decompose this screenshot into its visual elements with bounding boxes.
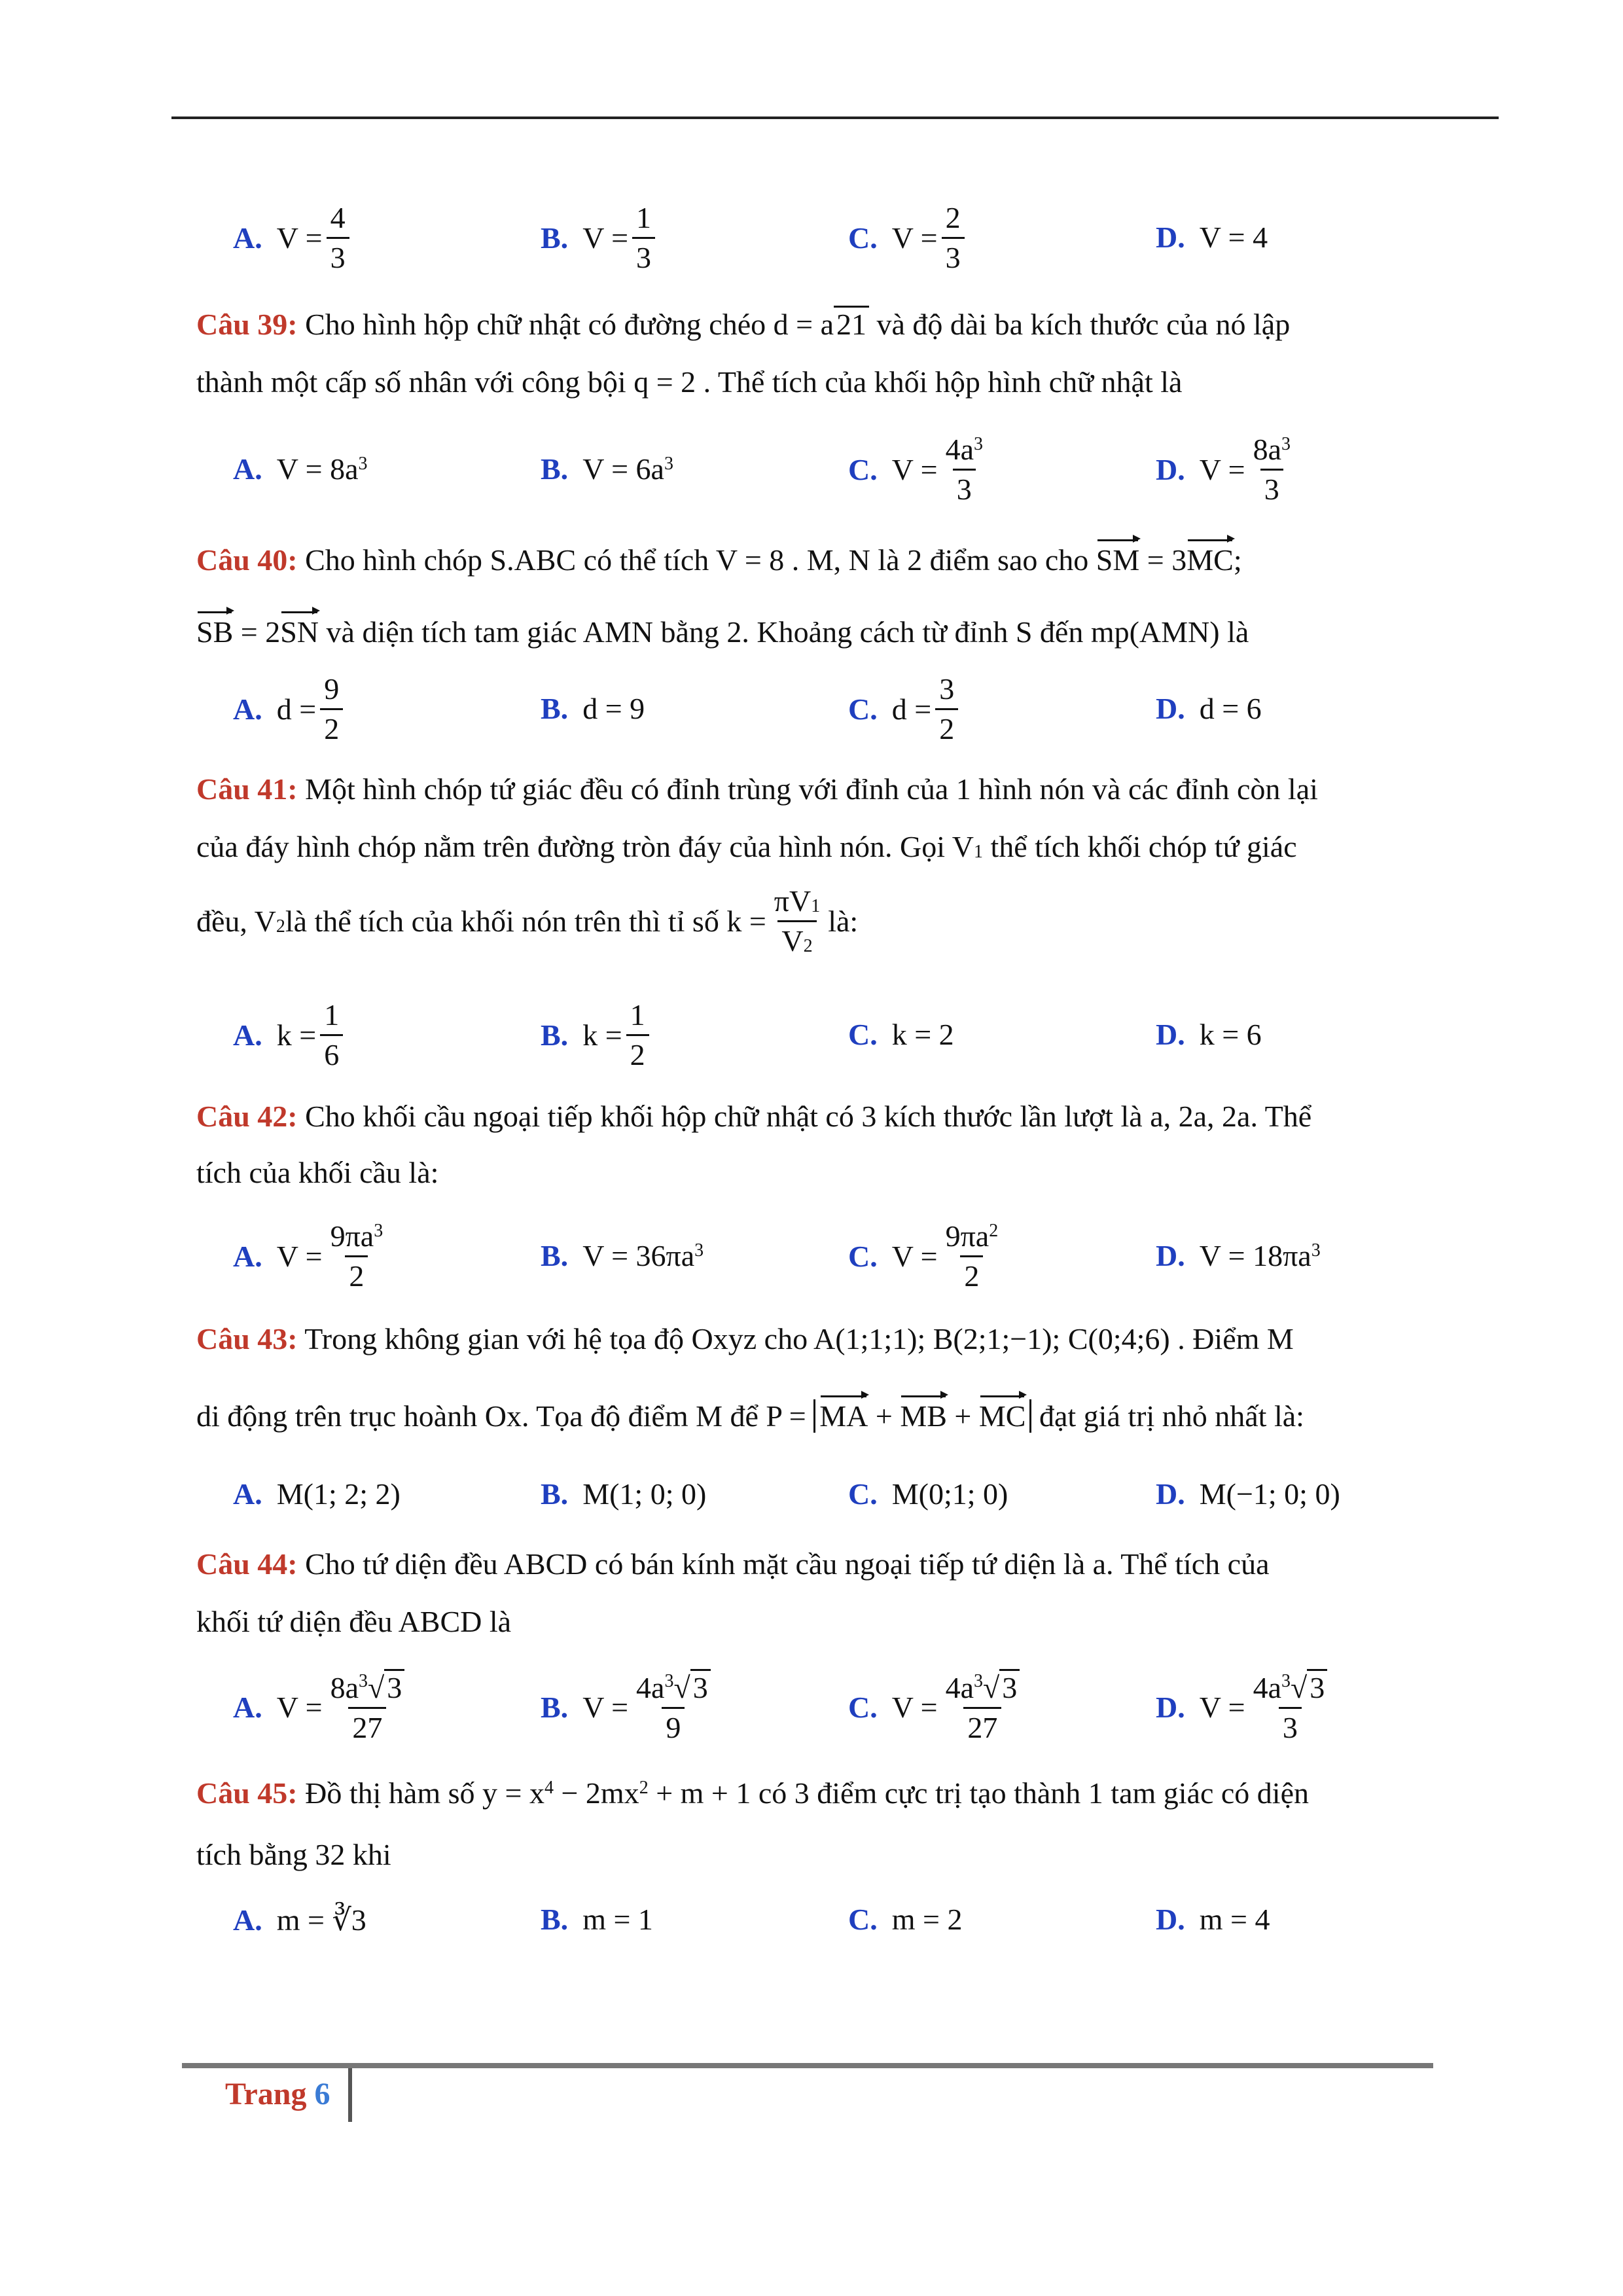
- q44-text-line-1: Câu 44: Cho tứ diện đều ABCD có bán kính mặt cầu ngoại tiếp tứ diện là a. Thể tích của: [196, 1547, 1270, 1581]
- vector-ma: MA: [819, 1397, 868, 1436]
- absolute-value: MA + MB + MC: [813, 1399, 1031, 1433]
- q43-option-c[interactable]: C. M(0;1; 0): [848, 1477, 1008, 1511]
- fraction: $\frac{4a^3√3}{9}$: [632, 1669, 715, 1746]
- q40-option-b[interactable]: B. d = 9: [541, 692, 645, 725]
- sqrt: 21: [834, 306, 869, 341]
- q40-option-a[interactable]: A. d = $\frac{9}{2}$: [233, 672, 347, 747]
- q42-option-b[interactable]: B. V = 36πa 3: [541, 1239, 704, 1272]
- fraction: $\frac{1}{6}$: [320, 997, 343, 1073]
- q38-option-a[interactable]: A. V = $\frac{4}{3}$: [233, 200, 353, 276]
- q39-text-line-2: thành một cấp số nhân với công bội q = 2 . Thể tích của khối hộp hình chữ nhật là: [196, 365, 1183, 399]
- q38-option-b[interactable]: B. V = $\frac{1}{3}$: [541, 200, 659, 276]
- question-number: Câu 41:: [196, 772, 298, 806]
- q42-option-c[interactable]: C. V = $\frac{9\pi a^2}{2}$: [848, 1219, 1006, 1294]
- q38-option-c[interactable]: C. V = $\frac{2}{3}$: [848, 200, 969, 276]
- q41-text-line-1: Câu 41: Một hình chóp tứ giác đều có đỉnh trùng với đỉnh của 1 hình nón và các đỉnh còn lại: [196, 772, 1318, 806]
- q45-option-d[interactable]: D. m = 4: [1156, 1903, 1270, 1936]
- q39-option-d[interactable]: D. V = $\frac{8a^3}{3}$: [1156, 432, 1298, 507]
- fraction: $\frac{9\pi a^2}{2}$: [945, 1219, 999, 1293]
- q40-text-line-1: Câu 40: Cho hình chóp S.ABC có thể tích V = 8 . M, N là 2 điểm sao cho SM = 3MC;: [196, 541, 1242, 580]
- q43-text-line-2: di động trên trục hoành Ox. Tọa độ điểm M để P = MA + MB + MC đạt giá trị nhỏ nhất là:: [196, 1397, 1304, 1436]
- q38-option-d[interactable]: D. V = 4: [1156, 221, 1268, 254]
- fraction: $\frac{4a^3}{3}$: [945, 433, 983, 506]
- fraction: $\frac{9}{2}$: [320, 672, 343, 747]
- q44-option-b[interactable]: B. V = $\frac{4a^3√3}{9}$: [541, 1669, 719, 1746]
- fraction: $\frac{4a^3√3}{27}$: [942, 1669, 1024, 1746]
- question-number: Câu 43:: [196, 1322, 298, 1355]
- q41-option-c[interactable]: C. k = 2: [848, 1018, 954, 1051]
- footer-divider: [348, 2068, 352, 2122]
- fraction: $\frac{9\pi a^3}{2}$: [330, 1219, 383, 1293]
- q41-text-line-3: đều, V 2 là thể tích của khối nón trên thì tỉ số k = $\frac{\pi V1}{V2}$ là:: [196, 884, 859, 958]
- q39-option-c[interactable]: C. V = $\frac{4a^3}{3}$: [848, 432, 991, 507]
- q40-text-line-2: SB = 2SN và diện tích tam giác AMN bằng 2. Khoảng cách từ đỉnh S đến mp(AMN) là: [196, 613, 1249, 652]
- vector-sm: SM: [1096, 541, 1139, 580]
- q39-option-b[interactable]: B. V = 6a 3: [541, 452, 673, 486]
- question-number: Câu 39:: [196, 308, 298, 341]
- fraction: $\frac{4a^3√3}{3}$: [1249, 1669, 1332, 1746]
- vector-sn: SN: [280, 613, 319, 652]
- fraction: $\frac{4}{3}$: [327, 200, 349, 276]
- fraction: $\frac{1}{3}$: [632, 200, 655, 276]
- q42-text-line-1: Câu 42: Cho khối cầu ngoại tiếp khối hộp chữ nhật có 3 kích thước lần lượt là a, 2a, 2a. Thể: [196, 1100, 1312, 1133]
- question-number: Câu 44:: [196, 1547, 298, 1581]
- q39-option-a[interactable]: A. V = 8a 3: [233, 452, 368, 486]
- question-number: Câu 40:: [196, 543, 298, 577]
- q43-option-d[interactable]: D. M(−1; 0; 0): [1156, 1477, 1340, 1511]
- q42-option-d[interactable]: D. V = 18πa 3: [1156, 1239, 1321, 1272]
- fraction: $\frac{2}{3}$: [942, 200, 965, 276]
- q44-option-d[interactable]: D. V = $\frac{4a^3√3}{3}$: [1156, 1669, 1335, 1746]
- q39-text-line-1: Câu 39: Cho hình hộp chữ nhật có đường chéo d = a21 và độ dài ba kích thước của nó lập: [196, 305, 1290, 344]
- q42-option-a[interactable]: A. V = $\frac{9\pi a^3}{2}$: [233, 1219, 391, 1294]
- fraction: $\frac{3}{2}$: [935, 672, 958, 747]
- footer-rule: [182, 2063, 1433, 2068]
- q45-option-c[interactable]: C. m = 2: [848, 1903, 963, 1936]
- q43-option-b[interactable]: B. M(1; 0; 0): [541, 1477, 707, 1511]
- q41-option-d[interactable]: D. k = 6: [1156, 1018, 1262, 1051]
- vector-mb: MB: [900, 1397, 947, 1436]
- fraction: $\frac{\pi V1}{V2}$: [774, 884, 821, 958]
- vector-sb: SB: [196, 613, 233, 652]
- q44-text-line-2: khối tứ diện đều ABCD là: [196, 1605, 512, 1638]
- q41-option-a[interactable]: A. k = $\frac{1}{6}$: [233, 997, 347, 1073]
- header-rule: [171, 117, 1499, 119]
- vector-mc: MC: [1186, 541, 1234, 580]
- question-number: Câu 42:: [196, 1100, 298, 1133]
- q45-text-line-2: tích bằng 32 khi: [196, 1838, 391, 1871]
- fraction: $\frac{8a^3√3}{27}$: [327, 1669, 409, 1746]
- q44-option-c[interactable]: C. V = $\frac{4a^3√3}{27}$: [848, 1669, 1027, 1746]
- q41-text-line-2: của đáy hình chóp nằm trên đường tròn đáy của hình nón. Gọi V1 thể tích khối chóp tứ giác: [196, 830, 1297, 863]
- q44-option-a[interactable]: A. V = $\frac{8a^3√3}{27}$: [233, 1669, 412, 1746]
- q42-text-line-2: tích của khối cầu là:: [196, 1156, 439, 1189]
- q45-option-b[interactable]: B. m = 1: [541, 1903, 653, 1936]
- q40-option-d[interactable]: D. d = 6: [1156, 692, 1262, 725]
- page-number: 6: [314, 2077, 330, 2111]
- q43-text-line-1: Câu 43: Trong không gian với hệ tọa độ Oxyz cho A(1;1;1); B(2;1;−1); C(0;4;6) . Điểm M: [196, 1322, 1294, 1355]
- question-number: Câu 45:: [196, 1776, 298, 1810]
- q45-option-a[interactable]: A. m = ∛3: [233, 1903, 366, 1937]
- q45-text-line-1: Câu 45: Đồ thị hàm số $y = x^4 - 2mx^2 + m + 1$ có 3 điểm cực trị tạo thành 1 tam giác có diện: [196, 1776, 1309, 1810]
- q41-option-b[interactable]: B. k = $\frac{1}{2}$: [541, 997, 653, 1073]
- fraction: $\frac{1}{2}$: [626, 997, 649, 1073]
- q40-option-c[interactable]: C. d = $\frac{3}{2}$: [848, 672, 962, 747]
- fraction: $\frac{8a^3}{3}$: [1253, 433, 1291, 506]
- footer-label: Trang: [225, 2077, 307, 2111]
- q43-option-a[interactable]: A. M(1; 2; 2): [233, 1477, 401, 1511]
- vector-mc: MC: [979, 1397, 1026, 1436]
- page-footer: [225, 2076, 330, 2112]
